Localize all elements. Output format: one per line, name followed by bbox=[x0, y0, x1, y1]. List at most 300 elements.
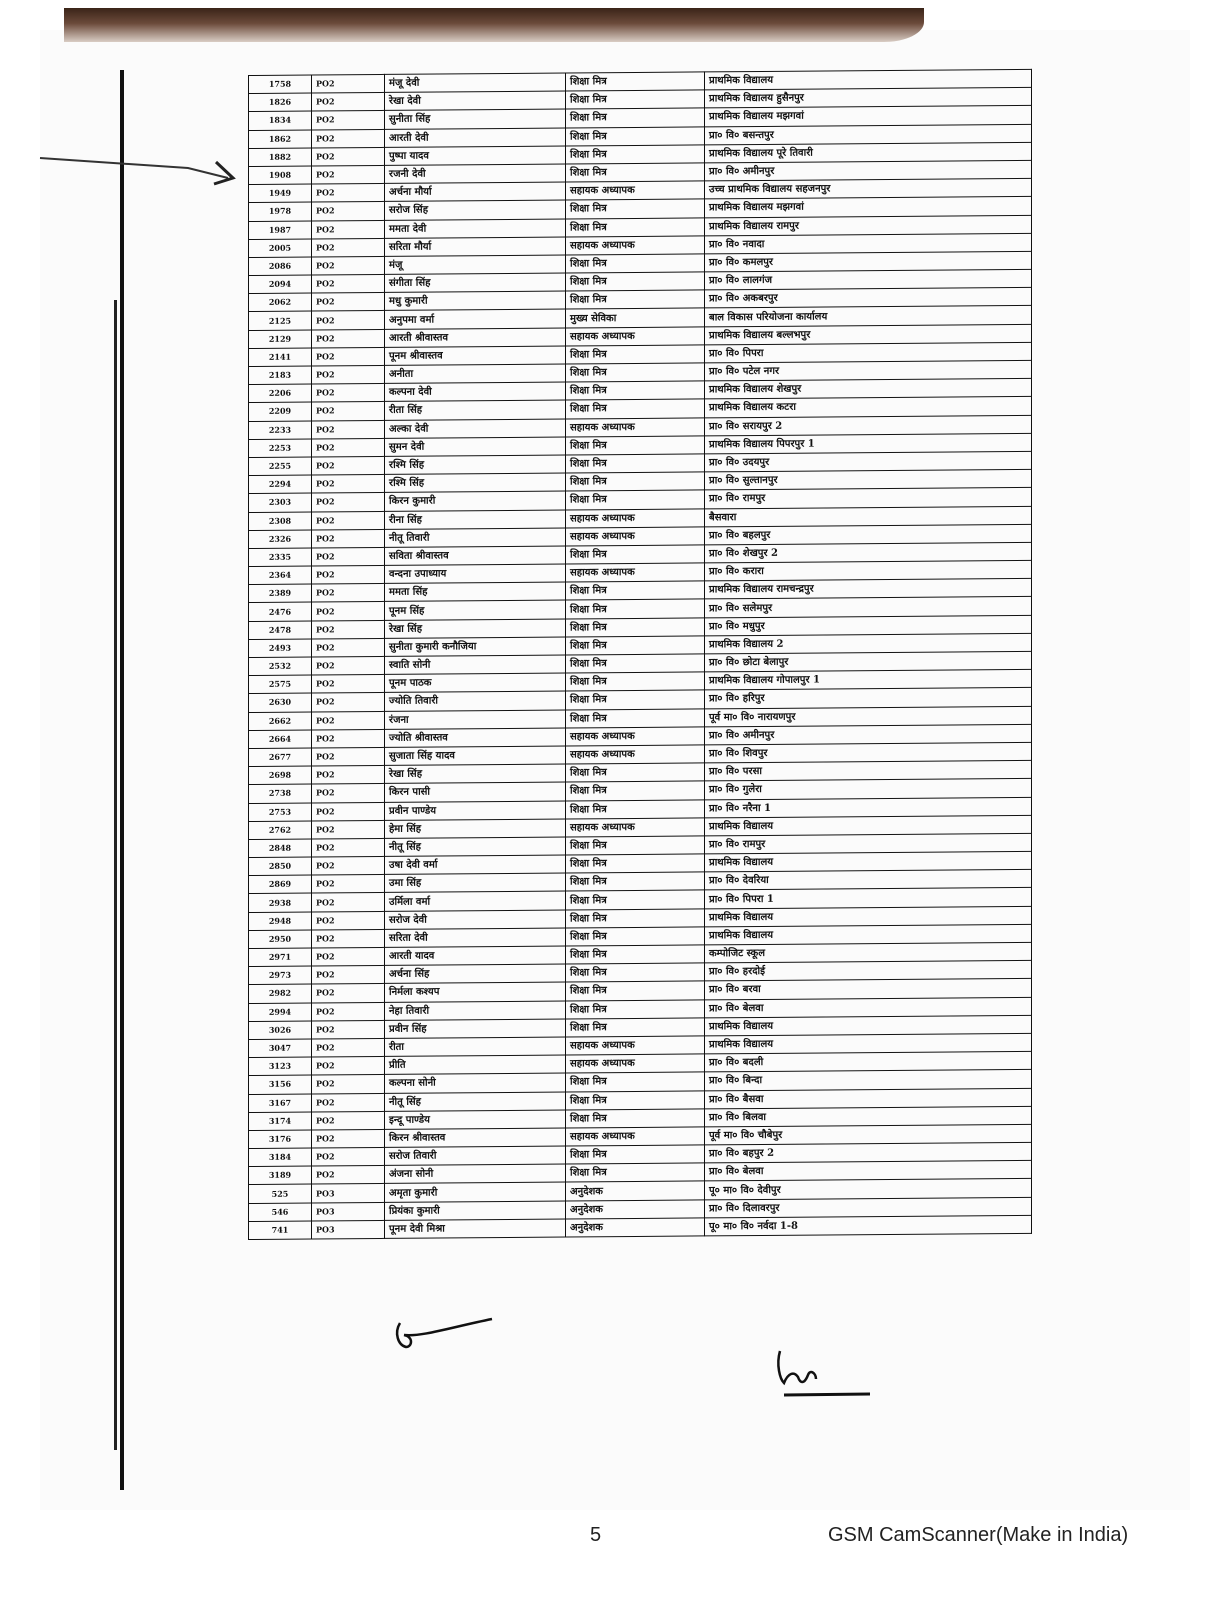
school-cell: प्राथमिक विद्यालय bbox=[705, 69, 1032, 90]
name-cell: रीता bbox=[385, 1037, 566, 1057]
scan-arrow-mark bbox=[38, 150, 238, 190]
school-cell: प्रा० वि० उदयपुर bbox=[705, 451, 1032, 472]
school-cell: पूर्व मा० वि० चौबेपुर bbox=[705, 1124, 1032, 1145]
serial-cell: 2982 bbox=[249, 984, 312, 1003]
designation-cell: शिक्षा मित्र bbox=[566, 163, 705, 182]
scanner-watermark-text: GSM CamScanner(Make in India) bbox=[828, 1524, 1129, 1546]
designation-cell: शिक्षा मित्र bbox=[566, 672, 705, 691]
serial-cell: 3189 bbox=[249, 1166, 312, 1185]
serial-cell: 2971 bbox=[249, 948, 312, 967]
designation-cell: शिक्षा मित्र bbox=[566, 599, 705, 618]
code-cell: PO2 bbox=[312, 165, 385, 184]
code-cell: PO2 bbox=[312, 238, 385, 257]
serial-cell: 2209 bbox=[249, 402, 312, 421]
name-cell: आरती देवी bbox=[385, 128, 566, 148]
code-cell: PO2 bbox=[312, 1129, 385, 1148]
name-cell: सरोज देवी bbox=[385, 910, 566, 930]
code-cell: PO2 bbox=[312, 129, 385, 148]
school-cell: प्रा० वि० परसा bbox=[705, 760, 1032, 781]
designation-cell: शिक्षा मित्र bbox=[566, 909, 705, 928]
serial-cell: 2253 bbox=[249, 439, 312, 458]
designation-cell: सहायक अध्यापक bbox=[566, 745, 705, 764]
designation-cell: शिक्षा मित्र bbox=[566, 108, 705, 127]
name-cell: मधु कुमारी bbox=[385, 291, 566, 311]
school-cell: प्राथमिक विद्यालय bbox=[705, 815, 1032, 836]
name-cell: पुष्पा यादव bbox=[385, 146, 566, 166]
school-cell: प्रा० वि० बेलवा bbox=[705, 1161, 1032, 1182]
serial-cell: 2062 bbox=[249, 293, 312, 312]
designation-cell: शिक्षा मित्र bbox=[566, 872, 705, 891]
designation-cell: सहायक अध्यापक bbox=[566, 181, 705, 200]
code-cell: PO2 bbox=[312, 1002, 385, 1021]
data-table bbox=[248, 69, 1032, 1240]
code-cell: PO3 bbox=[312, 1184, 385, 1203]
code-cell: PO2 bbox=[312, 1038, 385, 1057]
name-cell: सरोज सिंह bbox=[385, 200, 566, 220]
school-cell: प्रा० वि० अमीनपुर bbox=[705, 160, 1032, 181]
designation-cell: सहायक अध्यापक bbox=[566, 1127, 705, 1146]
code-cell: PO2 bbox=[312, 1075, 385, 1094]
code-cell: PO2 bbox=[312, 638, 385, 657]
serial-cell: 2848 bbox=[249, 839, 312, 858]
school-cell: प्राथमिक विद्यालय पूरे तिवारी bbox=[705, 142, 1032, 163]
designation-cell: शिक्षा मित्र bbox=[566, 381, 705, 400]
name-cell: नीतू सिंह bbox=[385, 837, 566, 857]
code-cell: PO3 bbox=[312, 1220, 385, 1239]
school-cell: प्रा० वि० सलेमपुर bbox=[705, 597, 1032, 618]
school-cell: प्रा० वि० पटेल नगर bbox=[705, 360, 1032, 381]
serial-cell: 2869 bbox=[249, 875, 312, 894]
name-cell: प्रीति bbox=[385, 1055, 566, 1075]
serial-cell: 1826 bbox=[249, 93, 312, 112]
designation-cell: शिक्षा मित्र bbox=[566, 581, 705, 600]
designation-cell: शिक्षा मित्र bbox=[566, 799, 705, 818]
serial-cell: 1949 bbox=[249, 184, 312, 203]
code-cell: PO2 bbox=[312, 565, 385, 584]
school-cell: प्रा० वि० बैसवा bbox=[705, 1088, 1032, 1109]
name-cell: नीतू सिंह bbox=[385, 1092, 566, 1112]
code-cell: PO2 bbox=[312, 875, 385, 894]
name-cell: वन्दना उपाध्याय bbox=[385, 564, 566, 584]
serial-cell: 2575 bbox=[249, 675, 312, 694]
code-cell: PO2 bbox=[312, 493, 385, 512]
serial-cell: 3156 bbox=[249, 1075, 312, 1094]
name-cell: सुमन देवी bbox=[385, 437, 566, 457]
school-cell: बैसवारा bbox=[705, 506, 1032, 527]
serial-cell: 2476 bbox=[249, 602, 312, 621]
code-cell: PO2 bbox=[312, 420, 385, 439]
designation-cell: सहायक अध्यापक bbox=[566, 563, 705, 582]
code-cell: PO2 bbox=[312, 456, 385, 475]
serial-cell: 2335 bbox=[249, 548, 312, 567]
serial-cell: 2094 bbox=[249, 275, 312, 294]
serial-cell: 2129 bbox=[249, 330, 312, 349]
code-cell: PO2 bbox=[312, 329, 385, 348]
name-cell: स्वाति सोनी bbox=[385, 655, 566, 675]
code-cell: PO2 bbox=[312, 547, 385, 566]
code-cell: PO2 bbox=[312, 111, 385, 130]
name-cell: अमृता कुमारी bbox=[385, 1182, 566, 1202]
name-cell: रजनी देवी bbox=[385, 164, 566, 184]
school-cell: प्रा० वि० बहपुर 2 bbox=[705, 1142, 1032, 1163]
page-left-edge-line bbox=[120, 70, 124, 1490]
school-cell: प्राथमिक विद्यालय bbox=[705, 1033, 1032, 1054]
serial-cell: 2233 bbox=[249, 421, 312, 440]
code-cell: PO2 bbox=[312, 93, 385, 112]
school-cell: प्राथमिक विद्यालय रामपुर bbox=[705, 215, 1032, 236]
name-cell: सुजाता सिंह यादव bbox=[385, 746, 566, 766]
designation-cell: सहायक अध्यापक bbox=[566, 727, 705, 746]
designation-cell: शिक्षा मित्र bbox=[566, 1090, 705, 1109]
name-cell: रेखा देवी bbox=[385, 91, 566, 111]
school-cell: प्राथमिक विद्यालय शेखपुर bbox=[705, 379, 1032, 400]
code-cell: PO2 bbox=[312, 311, 385, 330]
school-cell: प्रा० वि० रामपुर bbox=[705, 488, 1032, 509]
data-table-container bbox=[248, 69, 1032, 1327]
name-cell: रीना सिंह bbox=[385, 510, 566, 530]
name-cell: संगीता सिंह bbox=[385, 273, 566, 293]
code-cell: PO2 bbox=[312, 74, 385, 93]
designation-cell: शिक्षा मित्र bbox=[566, 199, 705, 218]
serial-cell: 2364 bbox=[249, 566, 312, 585]
school-cell: प्रा० वि० गुलेरा bbox=[705, 779, 1032, 800]
school-cell: प्रा० वि० छोटा बेलापुर bbox=[705, 651, 1032, 672]
serial-cell: 2141 bbox=[249, 348, 312, 367]
name-cell: इन्दू पाण्डेय bbox=[385, 1110, 566, 1130]
serial-cell: 2532 bbox=[249, 657, 312, 676]
name-cell: हेमा सिंह bbox=[385, 819, 566, 839]
name-cell: प्रियंका कुमारी bbox=[385, 1201, 566, 1221]
name-cell: अर्चना मौर्या bbox=[385, 182, 566, 202]
code-cell: PO3 bbox=[312, 1202, 385, 1221]
name-cell: रश्मि सिंह bbox=[385, 455, 566, 475]
school-cell: प्रा० वि० अमीनपुर bbox=[705, 724, 1032, 745]
serial-cell: 1862 bbox=[249, 130, 312, 149]
serial-cell: 2308 bbox=[249, 512, 312, 531]
serial-cell: 2630 bbox=[249, 693, 312, 712]
table-body bbox=[249, 69, 1032, 1239]
name-cell: किरन श्रीवास्तव bbox=[385, 1128, 566, 1148]
designation-cell: शिक्षा मित्र bbox=[566, 254, 705, 273]
school-cell: प्रा० वि० शेखपुर 2 bbox=[705, 542, 1032, 563]
code-cell: PO2 bbox=[312, 202, 385, 221]
name-cell: ज्योति तिवारी bbox=[385, 691, 566, 711]
name-cell: उर्मिला वर्मा bbox=[385, 891, 566, 911]
name-cell: सरिता मौर्या bbox=[385, 237, 566, 257]
code-cell: PO2 bbox=[312, 856, 385, 875]
name-cell: रश्मि सिंह bbox=[385, 473, 566, 493]
code-cell: PO2 bbox=[312, 529, 385, 548]
school-cell: प्रा० वि० मधुपुर bbox=[705, 615, 1032, 636]
designation-cell: शिक्षा मित्र bbox=[566, 981, 705, 1000]
school-cell: प्राथमिक विद्यालय 2 bbox=[705, 633, 1032, 654]
serial-cell: 1908 bbox=[249, 166, 312, 185]
serial-cell: 2698 bbox=[249, 766, 312, 785]
code-cell: PO2 bbox=[312, 838, 385, 857]
name-cell: सुनीता सिंह bbox=[385, 109, 566, 129]
code-cell: PO2 bbox=[312, 347, 385, 366]
serial-cell: 2326 bbox=[249, 530, 312, 549]
designation-cell: सहायक अध्यापक bbox=[566, 508, 705, 527]
code-cell: PO2 bbox=[312, 402, 385, 421]
designation-cell: शिक्षा मित्र bbox=[566, 1072, 705, 1091]
designation-cell: अनुदेशक bbox=[566, 1181, 705, 1200]
name-cell: अनुपमा वर्मा bbox=[385, 309, 566, 329]
school-cell: प्रा० वि० बिन्दा bbox=[705, 1070, 1032, 1091]
designation-cell: शिक्षा मित्र bbox=[566, 1018, 705, 1037]
name-cell: अल्का देवी bbox=[385, 419, 566, 439]
school-cell: प्रा० वि० बसन्तपुर bbox=[705, 124, 1032, 145]
school-cell: प्राथमिक विद्यालय हुसैनपुर bbox=[705, 88, 1032, 109]
serial-cell: 2948 bbox=[249, 912, 312, 931]
name-cell: उमा सिंह bbox=[385, 873, 566, 893]
name-cell: प्रवीन सिंह bbox=[385, 1019, 566, 1039]
designation-cell: मुख्य सेविका bbox=[566, 308, 705, 327]
designation-cell: शिक्षा मित्र bbox=[566, 690, 705, 709]
name-cell: उषा देवी वर्मा bbox=[385, 855, 566, 875]
code-cell: PO2 bbox=[312, 711, 385, 730]
name-cell: अनीता bbox=[385, 364, 566, 384]
school-cell: प्राथमिक विद्यालय रामचन्द्रपुर bbox=[705, 579, 1032, 600]
serial-cell: 741 bbox=[249, 1221, 312, 1240]
serial-cell: 1758 bbox=[249, 75, 312, 94]
code-cell: PO2 bbox=[312, 893, 385, 912]
school-cell: प्राथमिक विद्यालय मझगवां bbox=[705, 197, 1032, 218]
code-cell: PO2 bbox=[312, 929, 385, 948]
code-cell: PO2 bbox=[312, 384, 385, 403]
code-cell: PO2 bbox=[312, 766, 385, 785]
school-cell: प्रा० वि० देवरिया bbox=[705, 870, 1032, 891]
designation-cell: शिक्षा मित्र bbox=[566, 436, 705, 455]
name-cell: किरन पासी bbox=[385, 782, 566, 802]
school-cell: प्राथमिक विद्यालय बल्लभपुर bbox=[705, 324, 1032, 345]
serial-cell: 2662 bbox=[249, 712, 312, 731]
school-cell: प्राथमिक विद्यालय मझगवां bbox=[705, 106, 1032, 127]
code-cell: PO2 bbox=[312, 656, 385, 675]
code-cell: PO2 bbox=[312, 911, 385, 930]
code-cell: PO2 bbox=[312, 256, 385, 275]
school-cell: प्रा० वि० दिलावरपुर bbox=[705, 1197, 1032, 1218]
designation-cell: शिक्षा मित्र bbox=[566, 126, 705, 145]
code-cell: PO2 bbox=[312, 1093, 385, 1112]
designation-cell: शिक्षा मित्र bbox=[566, 999, 705, 1018]
code-cell: PO2 bbox=[312, 729, 385, 748]
name-cell: किरन कुमारी bbox=[385, 491, 566, 511]
serial-cell: 2183 bbox=[249, 366, 312, 385]
name-cell: अंजना सोनी bbox=[385, 1164, 566, 1184]
name-cell: ममता सिंह bbox=[385, 582, 566, 602]
signature-mark-left bbox=[392, 1315, 502, 1355]
designation-cell: शिक्षा मित्र bbox=[566, 636, 705, 655]
name-cell: पूनम देवी मिश्रा bbox=[385, 1219, 566, 1239]
serial-cell: 1882 bbox=[249, 148, 312, 167]
name-cell: नीतू तिवारी bbox=[385, 528, 566, 548]
designation-cell: सहायक अध्यापक bbox=[566, 527, 705, 546]
school-cell: प्राथमिक विद्यालय पिपरपुर 1 bbox=[705, 433, 1032, 454]
school-cell: प्रा० वि० हरिपुर bbox=[705, 688, 1032, 709]
school-cell: पूर्व मा० वि० नारायणपुर bbox=[705, 706, 1032, 727]
designation-cell: शिक्षा मित्र bbox=[566, 781, 705, 800]
serial-cell: 2125 bbox=[249, 311, 312, 330]
school-cell: प्राथमिक विद्यालय bbox=[705, 1015, 1032, 1036]
designation-cell: शिक्षा मित्र bbox=[566, 145, 705, 164]
name-cell: कल्पना सोनी bbox=[385, 1073, 566, 1093]
designation-cell: शिक्षा मित्र bbox=[566, 272, 705, 291]
code-cell: PO2 bbox=[312, 1111, 385, 1130]
serial-cell: 2478 bbox=[249, 621, 312, 640]
code-cell: PO2 bbox=[312, 511, 385, 530]
school-cell: प्रा० वि० लालगंज bbox=[705, 269, 1032, 290]
serial-cell: 2005 bbox=[249, 239, 312, 258]
school-cell: प्रा० वि० बिलवा bbox=[705, 1106, 1032, 1127]
code-cell: PO2 bbox=[312, 274, 385, 293]
serial-cell: 1987 bbox=[249, 221, 312, 240]
school-cell: पू० मा० वि० देवीपुर bbox=[705, 1179, 1032, 1200]
name-cell: रेखा सिंह bbox=[385, 619, 566, 639]
school-cell: उच्च प्राथमिक विद्यालय सहजनपुर bbox=[705, 178, 1032, 199]
designation-cell: शिक्षा मित्र bbox=[566, 1145, 705, 1164]
serial-cell: 2738 bbox=[249, 784, 312, 803]
designation-cell: सहायक अध्यापक bbox=[566, 236, 705, 255]
name-cell: रेखा सिंह bbox=[385, 764, 566, 784]
name-cell: ज्योति श्रीवास्तव bbox=[385, 728, 566, 748]
designation-cell: शिक्षा मित्र bbox=[566, 890, 705, 909]
serial-cell: 2973 bbox=[249, 966, 312, 985]
designation-cell: शिक्षा मित्र bbox=[566, 545, 705, 564]
serial-cell: 1978 bbox=[249, 202, 312, 221]
school-cell: प्रा० वि० सरायपुर 2 bbox=[705, 415, 1032, 436]
name-cell: आरती श्रीवास्तव bbox=[385, 328, 566, 348]
serial-cell: 2950 bbox=[249, 930, 312, 949]
school-cell: प्रा० वि० पिपरा 1 bbox=[705, 888, 1032, 909]
serial-cell: 2664 bbox=[249, 730, 312, 749]
designation-cell: शिक्षा मित्र bbox=[566, 854, 705, 873]
serial-cell: 2389 bbox=[249, 584, 312, 603]
serial-cell: 2255 bbox=[249, 457, 312, 476]
school-cell: प्रा० वि० हरदोई bbox=[705, 961, 1032, 982]
serial-cell: 525 bbox=[249, 1184, 312, 1203]
school-cell: प्रा० वि० शिवपुर bbox=[705, 742, 1032, 763]
designation-cell: शिक्षा मित्र bbox=[566, 963, 705, 982]
designation-cell: सहायक अध्यापक bbox=[566, 818, 705, 837]
designation-cell: शिक्षा मित्र bbox=[566, 763, 705, 782]
name-cell: सरोज तिवारी bbox=[385, 1146, 566, 1166]
name-cell: प्रवीन पाण्डेय bbox=[385, 801, 566, 821]
serial-cell: 2850 bbox=[249, 857, 312, 876]
school-cell: कम्पोजिट स्कूल bbox=[705, 942, 1032, 963]
designation-cell: शिक्षा मित्र bbox=[566, 654, 705, 673]
school-cell: प्रा० वि० पिपरा bbox=[705, 342, 1032, 363]
school-cell: प्रा० वि० बहलपुर bbox=[705, 524, 1032, 545]
designation-cell: सहायक अध्यापक bbox=[566, 327, 705, 346]
code-cell: PO2 bbox=[312, 438, 385, 457]
name-cell: रीता सिंह bbox=[385, 400, 566, 420]
signature-mark-right bbox=[770, 1345, 880, 1405]
name-cell: सरिता देवी bbox=[385, 928, 566, 948]
serial-cell: 3174 bbox=[249, 1112, 312, 1131]
serial-cell: 2086 bbox=[249, 257, 312, 276]
code-cell: PO2 bbox=[312, 966, 385, 985]
serial-cell: 2938 bbox=[249, 893, 312, 912]
school-cell: बाल विकास परियोजना कार्यालय bbox=[705, 306, 1032, 327]
code-cell: PO2 bbox=[312, 584, 385, 603]
name-cell: पूनम श्रीवास्तव bbox=[385, 346, 566, 366]
serial-cell: 3184 bbox=[249, 1148, 312, 1167]
designation-cell: शिक्षा मित्र bbox=[566, 290, 705, 309]
code-cell: PO2 bbox=[312, 220, 385, 239]
code-cell: PO2 bbox=[312, 802, 385, 821]
designation-cell: शिक्षा मित्र bbox=[566, 836, 705, 855]
code-cell: PO2 bbox=[312, 1166, 385, 1185]
school-cell: पू० मा० वि० नर्वदा 1-8 bbox=[705, 1215, 1032, 1236]
serial-cell: 546 bbox=[249, 1203, 312, 1222]
designation-cell: शिक्षा मित्र bbox=[566, 90, 705, 109]
name-cell: रंजना bbox=[385, 710, 566, 730]
school-cell: प्राथमिक विद्यालय कटरा bbox=[705, 397, 1032, 418]
code-cell: PO2 bbox=[312, 820, 385, 839]
school-cell: प्रा० वि० नरैना 1 bbox=[705, 797, 1032, 818]
serial-cell: 3176 bbox=[249, 1130, 312, 1149]
name-cell: कल्पना देवी bbox=[385, 382, 566, 402]
code-cell: PO2 bbox=[312, 947, 385, 966]
school-cell: प्राथमिक विद्यालय bbox=[705, 851, 1032, 872]
serial-cell: 2994 bbox=[249, 1003, 312, 1022]
designation-cell: सहायक अध्यापक bbox=[566, 417, 705, 436]
serial-cell: 2762 bbox=[249, 821, 312, 840]
designation-cell: शिक्षा मित्र bbox=[566, 399, 705, 418]
name-cell: आरती यादव bbox=[385, 946, 566, 966]
code-cell: PO2 bbox=[312, 747, 385, 766]
serial-cell: 3026 bbox=[249, 1021, 312, 1040]
code-cell: PO2 bbox=[312, 1147, 385, 1166]
serial-cell: 3123 bbox=[249, 1057, 312, 1076]
serial-cell: 2677 bbox=[249, 748, 312, 767]
designation-cell: शिक्षा मित्र bbox=[566, 454, 705, 473]
designation-cell: शिक्षा मित्र bbox=[566, 472, 705, 491]
school-cell: प्रा० वि० अकबरपुर bbox=[705, 288, 1032, 309]
designation-cell: शिक्षा मित्र bbox=[566, 1109, 705, 1128]
school-cell: प्रा० वि० सुल्तानपुर bbox=[705, 469, 1032, 490]
name-cell: नेहा तिवारी bbox=[385, 1001, 566, 1021]
designation-cell: सहायक अध्यापक bbox=[566, 1054, 705, 1073]
code-cell: PO2 bbox=[312, 1057, 385, 1076]
school-cell: प्राथमिक विद्यालय गोपालपुर 1 bbox=[705, 670, 1032, 691]
code-cell: PO2 bbox=[312, 365, 385, 384]
name-cell: पूनम पाठक bbox=[385, 673, 566, 693]
designation-cell: शिक्षा मित्र bbox=[566, 618, 705, 637]
name-cell: मंजू bbox=[385, 255, 566, 275]
code-cell: PO2 bbox=[312, 184, 385, 203]
serial-cell: 3047 bbox=[249, 1039, 312, 1058]
designation-cell: अनुदेशक bbox=[566, 1200, 705, 1219]
name-cell: निर्मला कश्यप bbox=[385, 982, 566, 1002]
code-cell: PO2 bbox=[312, 1020, 385, 1039]
designation-cell: अनुदेशक bbox=[566, 1218, 705, 1237]
name-cell: पूनम सिंह bbox=[385, 600, 566, 620]
serial-cell: 2303 bbox=[249, 493, 312, 512]
code-cell: PO2 bbox=[312, 675, 385, 694]
designation-cell: शिक्षा मित्र bbox=[566, 345, 705, 364]
code-cell: PO2 bbox=[312, 147, 385, 166]
school-cell: प्रा० वि० रामपुर bbox=[705, 833, 1032, 854]
name-cell: मंजू देवी bbox=[385, 73, 566, 93]
designation-cell: शिक्षा मित्र bbox=[566, 927, 705, 946]
name-cell: ममता देवी bbox=[385, 219, 566, 239]
serial-cell: 2206 bbox=[249, 384, 312, 403]
code-cell: PO2 bbox=[312, 475, 385, 494]
name-cell: सुनीता कुमारी कनौजिया bbox=[385, 637, 566, 657]
designation-cell: शिक्षा मित्र bbox=[566, 72, 705, 91]
